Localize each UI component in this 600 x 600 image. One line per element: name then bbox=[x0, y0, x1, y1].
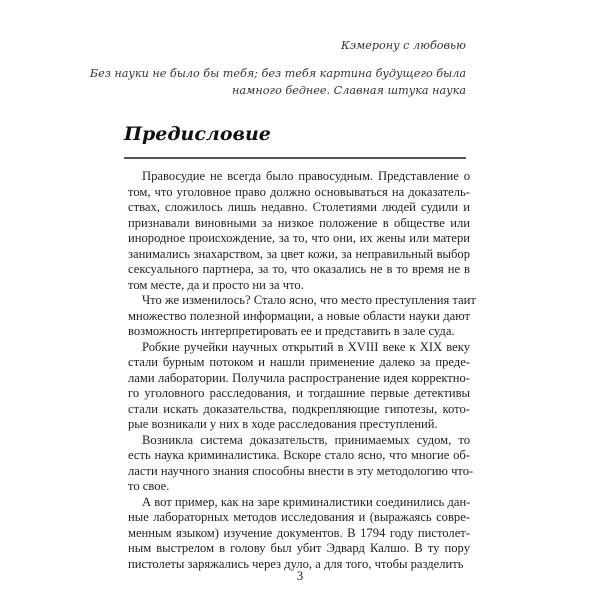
text-line: есть наука криминалистика. Вскоре стало ясно, что многие об- bbox=[128, 448, 470, 462]
text-line: том, что уголовное право должно основываться на доказатель- bbox=[128, 184, 470, 199]
text-line: Робкие ручейки научных открытий в XVIII веке к XIX веку bbox=[142, 339, 470, 354]
text-line: занимались знахарством, за цвет кожи, за неправильный выбор bbox=[128, 246, 470, 261]
epigraph-line: намного беднее. Славная штука наука bbox=[232, 84, 466, 97]
text-line: го уголовного расследования, и тогдашние первые детективы bbox=[128, 386, 470, 400]
text-line: Правосудие не всегда было правосудным. Представление о bbox=[142, 169, 470, 183]
dedication: Кэмерону с любовью bbox=[341, 39, 466, 52]
text-line: ласти научного знания способны внести в эту методологию что- bbox=[128, 463, 474, 478]
text-line: пистолеты заряжались через дуло, а для того, чтобы разделить bbox=[128, 556, 464, 571]
chapter-heading: Предисловие bbox=[124, 123, 271, 145]
page-number: 3 bbox=[296, 568, 304, 583]
text-line: ствах, сложилось лишь недавно. Столетиями людей судили и bbox=[128, 200, 470, 214]
body-text bbox=[128, 169, 476, 572]
epigraph-line: Без науки не было бы тебя; без тебя картина будущего была bbox=[89, 67, 466, 80]
text-line: множество полезной информации, а новые области науки дают bbox=[128, 308, 470, 323]
text-line: возможность интерпретировать ее и представить в зале суда. bbox=[128, 324, 455, 338]
text-line: ным выстрелом в голову был убит Эдвард Калшо. В ту пору bbox=[128, 541, 470, 555]
text-line: Возникла система доказательств, принимаемых судом, то bbox=[142, 432, 470, 447]
text-line: ные лабораторных методов исследования и (выражаясь совре- bbox=[128, 510, 470, 524]
text-line: то свое. bbox=[128, 479, 170, 493]
text-line: лами лаборатории. Получила распространение идея корректно- bbox=[128, 370, 470, 385]
text-line: сексуального партнера, за то, что оказались не в то время не в bbox=[128, 262, 470, 276]
text-line: стали искать доказательства, подкрепляющие гипотезы, кото- bbox=[128, 401, 470, 416]
text-line: Что же изменилось? Стало ясно, что место преступления таит bbox=[142, 293, 476, 307]
heading-divider bbox=[124, 157, 466, 159]
text-line: менным языком) изучение документов. В 1794 году пистолет- bbox=[128, 525, 470, 540]
text-line: инородное происхождение, за то, что они, их жены или матери bbox=[128, 231, 470, 245]
text-line: признавали виновными за низкое положение в обществе или bbox=[128, 215, 470, 230]
text-line: А вот пример, как на заре криминалистики соединились дан- bbox=[142, 494, 471, 509]
text-line: рые возникали у них в ходе расследования преступлений. bbox=[128, 417, 438, 431]
text-line: том месте, да и просто ни за что. bbox=[128, 277, 304, 292]
text-line: стали бурным потоком и нашли применение далеко за преде- bbox=[128, 355, 470, 369]
